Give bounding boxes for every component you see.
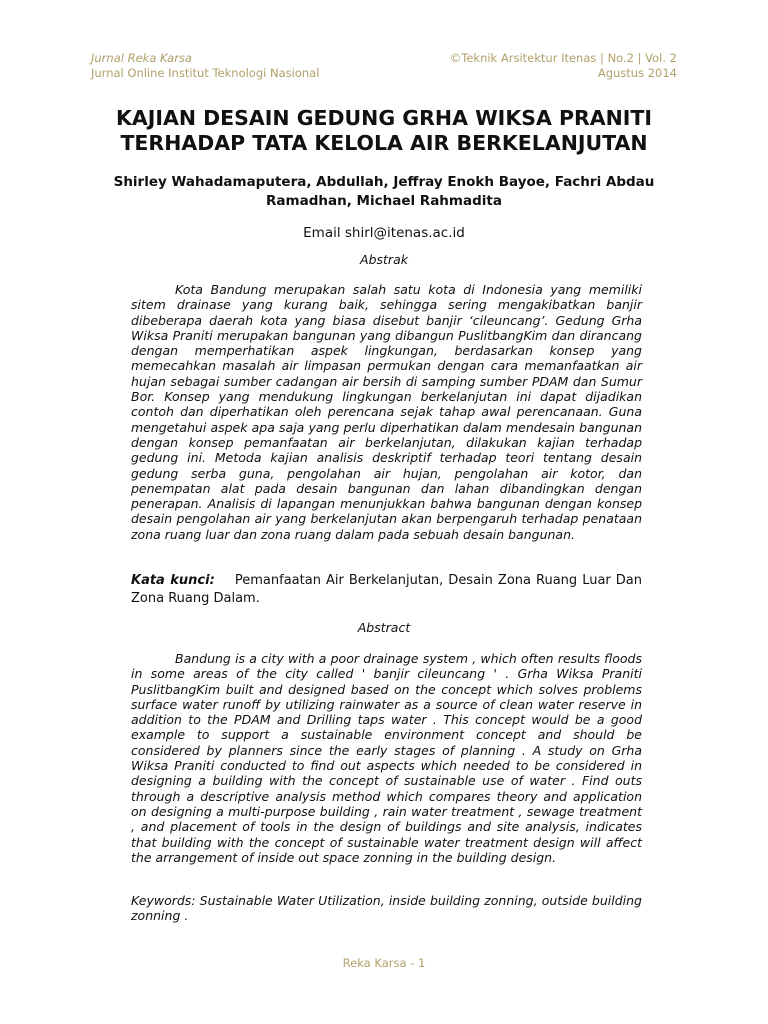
abstrak-text: Kota Bandung merupakan salah satu kota di Indonesia yang memiliki sitem drainase yang kurang baik, sehingga sering mengakibatkan banjir dibeberapa daerah kota yang biasa disebut banjir ‘cileuncang’. Gedung Grha Wiksa Praniti merupakan bangunan yang dibangun PuslitbangKim dan dirancang dengan memperhatikan aspek lingkungan, berdasarkan konsep yang memecahkan masalah air limpasan permukan dengan cara memanfaatkan air hujan sebagai sumber cadangan air bersih di samping sumber PDAM dan Sumur Bor. Konsep yang mendukung lingkungan berkelanjutan ini dapat dijadikan contoh dan diperhatikan oleh perencana sejak tahap awal perencanaan. Guna mengetahui aspek apa saja yang perlu diperhatikan dalam mendesain bangunan dengan konsep pemanfaatan air berkelanjutan, dilakukan kajian terhadap gedung ini. Metoda kajian analisis deskriptif terhadap teori tentang desain gedung serba guna, pengolahan air hujan, pengolahan air kotor, dan penempatan alat pada desain bangunan dan lahan dibandingkan dengan penerapan. Analisis di lapangan menunjukkan bahwa bangunan dengan konsep desain pengolahan air yang berkelanjutan akan berpengaruh terhadap penataan zona ruang luar dan zona ruang dalam pada sebuah desain bangunan. — [131, 282, 642, 542]
kata-kunci-label: Kata kunci: — [131, 573, 215, 588]
abstract-text: Bandung is a city with a poor drainage system , which often results floods in some areas of the city called ' banjir cileuncang ' . Grha Wiksa Praniti PuslitbangKim built and designed based on the concept which solves problems surface water runoff by utilizing rainwater as a source of clean water reserve in addition to the PDAM and Drilling taps water . This concept would be a good example to support a sustainable environment concept and should be considered by planners since the early stages of planning . A study on Grha Wiksa Praniti conducted to find out aspects which needed to be considered in designing a building with the concept of sustainable use of water . Find outs through a descriptive analysis method which compares theory and application on designing a multi-purpose building , rain water treatment , sewage treatment , and placement of tools in the design of buildings and site analysis, indicates that building with the concept of sustainable water treatment design will affect the arrangement of inside out space zonning in the building design. — [131, 651, 642, 865]
authors-line-1: Shirley Wahadamaputera, Abdullah, Jeffray Enokh Bayoe, Fachri Abdau — [113, 174, 655, 190]
paper-title — [60, 106, 708, 156]
abstract-heading: Abstract — [357, 620, 411, 635]
contact-email: Email shirl@itenas.ac.id — [303, 225, 465, 241]
kata-kunci — [131, 572, 642, 608]
authors-line-2: Ramadhan, Michael Rahmadita — [266, 193, 502, 209]
abstract-body — [131, 651, 642, 865]
running-header-left — [91, 51, 319, 81]
journal-name: Jurnal Reka Karsa — [91, 51, 192, 65]
title-line-2: TERHADAP TATA KELOLA AIR BERKELANJUTAN — [120, 131, 648, 155]
author-list — [80, 173, 688, 211]
page-footer: Reka Karsa - 1 — [342, 956, 426, 970]
journal-issue: ©Teknik Arsitektur Itenas | No.2 | Vol. 2 — [449, 51, 677, 65]
journal-subtitle: Jurnal Online Institut Teknologi Nasional — [91, 66, 320, 80]
abstrak-heading: Abstrak — [360, 252, 408, 267]
running-header-right — [450, 51, 677, 81]
abstract-keywords: Keywords: Sustainable Water Utilization, inside building zonning, outside building zonning . — [131, 893, 642, 924]
journal-date: Agustus 2014 — [597, 66, 677, 80]
abstrak-body — [131, 282, 642, 542]
kata-kunci-text: Pemanfaatan Air Berkelanjutan, Desain Zona Ruang Luar Dan Zona Ruang Dalam. — [131, 573, 643, 606]
title-line-1: KAJIAN DESAIN GEDUNG GRHA WIKSA PRANITI — [115, 106, 653, 130]
